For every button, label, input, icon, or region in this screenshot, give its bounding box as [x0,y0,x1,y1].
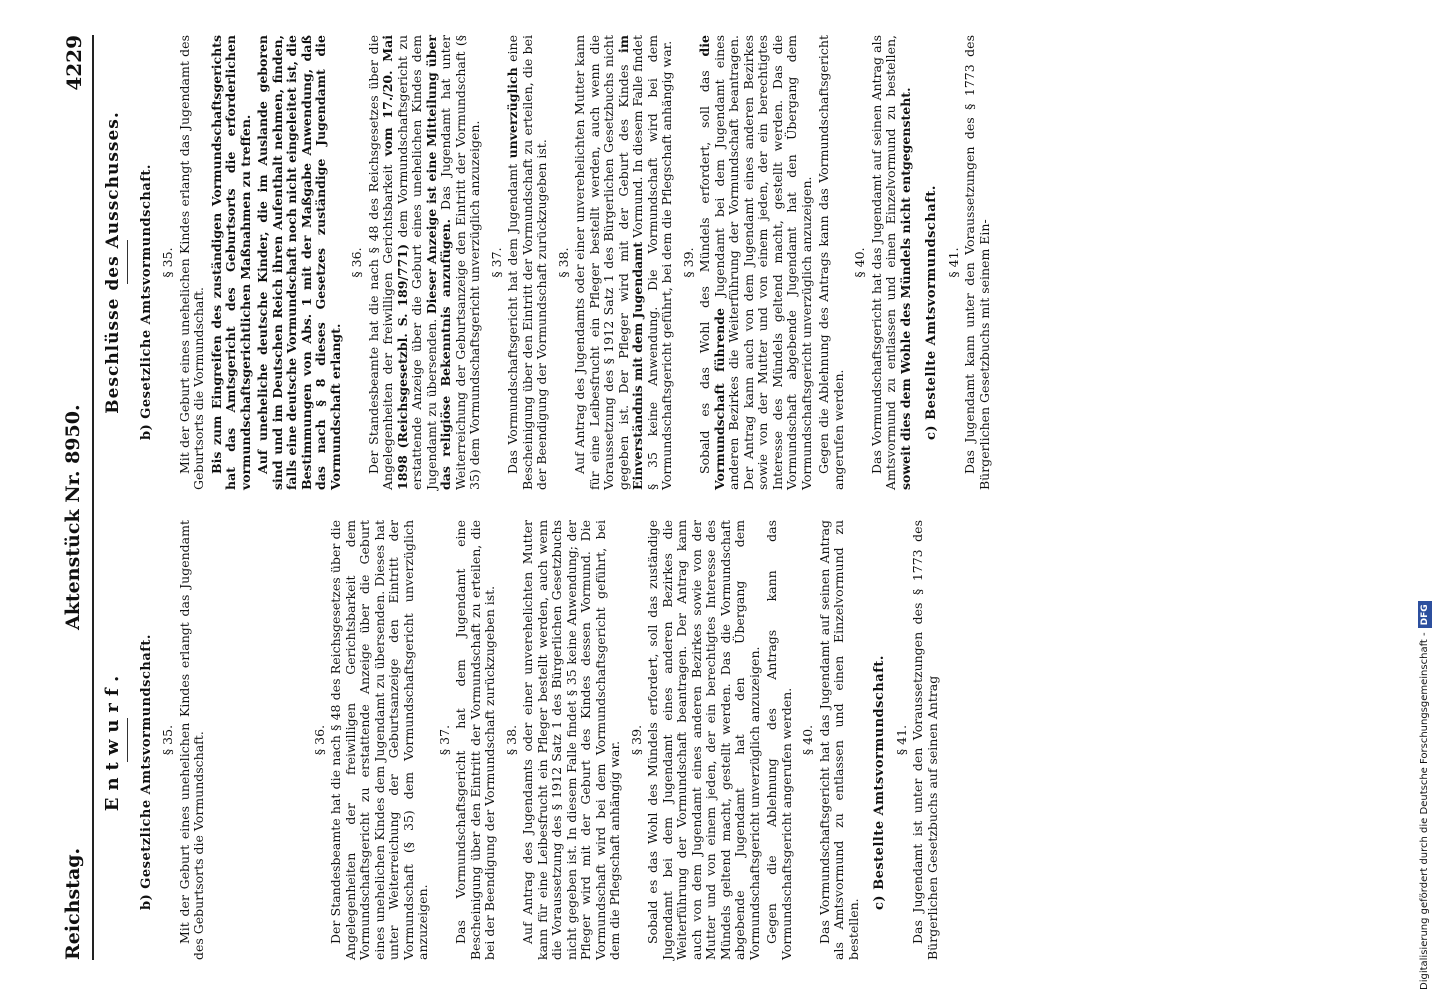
column-beschluesse [100,35,995,490]
header-document-number: Aktenstück Nr. 8950. [62,404,84,630]
paragraph-text: Das Jugendamt kann unter den Voraussetzungen des § 1773 des Bürgerlichen Gesetzbuchs mit seinem Ein- [962,35,992,490]
digitization-note [1418,10,1432,990]
digitization-credit: Digitalisierung gefördert durch die Deutsche Forschungsgemeinschaft - [1419,632,1430,990]
text-run: Das Vormundschaftsgericht hat dem Jugendamt [505,158,520,474]
text-run: Der Standesbeamte hat die nach § 48 des Reichsgesetzes über die Angelegenheiten der freiwilligen Gerichtsbarkeit [365,35,395,490]
paragraph-number: § 39. [628,724,644,756]
paragraph-text [870,35,914,490]
paragraph-text [506,35,550,490]
paragraph-text: Das Vormundschaftsgericht hat dem Jugendamt eine Bescheinigung über den Eintritt der Vormundschaft zu erteilen, die bei der Beendigung der Vormundschaft zurückzugeben ist. [453,520,497,960]
paragraph-text: Gegen die Ablehnung des Antrags kann das Vormundschaftsgericht angerufen werden. [764,520,794,960]
title-rule [127,718,128,762]
paragraph-number: § 38. [555,247,571,278]
paragraph-text: Der Standesbeamte hat die nach § 48 des Reichsgesetzes über die Angelegenheiten der freiwilligen Gerichtsbarkeit dem Vormundschaftsgericht zu erstattende Anzeige über die Geburt eines unehelichen Kindes dem Jugendamt zu übersenden. Dieses hat unter Weiterreichung der Geburtsanzeige den Eintritt der Vormundschaft (§ 35) dem Vormundschaftsgericht unverzüglich anzuzeigen. [328,520,430,960]
column-entwurf [100,520,943,960]
text-run: Vormund. In diesem Falle findet § 35 keine Anwendung. Die Vormundschaft wird bei dem Vormundschaftsgericht geführt, bei dem die Pflegschaft anhängig war. [630,35,674,490]
paragraph-text: Gegen die Ablehnung des Antrags kann das Vormundschaftsgericht angerufen werden. [816,35,846,490]
paragraph-number: § 36. [311,724,327,756]
paragraph-number: § 37. [436,724,452,756]
spacer [210,520,306,960]
text-run-bold: soweit dies dem Wohle des Mündels nicht entgegensteht. [897,87,913,490]
section-heading: c) Bestellte Amtsvormundschaft. [924,185,939,440]
paragraph-number: § 40. [800,724,815,756]
page-header [60,35,90,960]
digitization-note-text [1418,10,1432,990]
paragraph-text [367,35,483,490]
text-run-bold: die Vormundschaft führende [697,35,727,490]
text-run-bold: vom 17./20. Mai 1898 (Reichsgesetzbl. S. 189/771) [380,35,410,490]
text-run-bold: im Einverständnis mit dem Jugendamt [615,35,645,490]
page-number: 4229 [62,35,86,91]
paragraph-number: § 39. [680,247,696,278]
text-run-bold: Dieser Anzeige ist eine Mitteilung über das religiöse Bekenntnis anzufügen. [423,34,453,490]
paragraph-text: Sobald es das Wohl des Mündels erfordert, soll das zuständige Jugendamt bei dem Jugendamt eines anderen Bezirkes die Weiterführung der Vormundschaft beantragen. Der Antrag kann auch von dem Jugendamt eines anderen Bezirkes sowie von der Mutter und von einem jeden, der ein berechtigtes Interesse des Mündels geltend macht, gestellt werden. Das die Vormundschaft abgebende Jugendamt hat den Übergang dem Vormundschaftsgericht unverzüglich anzuzeigen. [645,520,762,960]
column-title: Beschlüsse des Ausschusses. [103,111,123,414]
column-title: Entwurf. [102,668,123,812]
paragraph-text: Mit der Geburt eines unehelichen Kindes erlangt das Jugendamt des Geburtsorts die Vormundschaft. [176,35,206,490]
dfg-logo: DFG [1418,601,1432,628]
paragraph-number: § 35. [160,247,175,278]
text-run-bold: unverzüglich [505,67,520,159]
paragraph-number: § 35. [160,724,175,756]
paragraph-number: § 41. [893,724,909,756]
paragraph-number: § 41. [945,247,961,278]
paragraph-text: Mit der Geburt eines unehelichen Kindes erlangt das Jugendamt des Geburtsorts die Vormundschaft. [176,520,206,960]
paragraph-number: § 36. [349,247,364,278]
paragraph-text-bold: Bis zum Eingreifen des zuständigen Vormundschaftsgerichts hat das Amtsgericht des Geburtsorts die erforderlichen vormundschaftsgerichtlichen Maßnahmen zu treffen. [208,35,253,490]
header-rule [92,35,94,960]
paragraph-text [698,35,814,490]
paragraph-text: Das Jugendamt ist unter den Voraussetzungen des § 1773 des Bürgerlichen Gesetzbuchs auf seinen Antrag [910,520,940,960]
paragraph-number: § 40. [852,247,867,278]
text-run: Das Jugendamt hat unter Weiterreichung der Geburtsanzeige den Eintritt der Vormundschaft (§ 35) dem Vormundschaftsgericht unverzüglich anzuzeigen. [438,35,482,490]
header-left: Reichstag. [62,847,84,960]
section-heading: c) Bestellte Amtsvormundschaft. [872,655,887,910]
paragraph-text: Auf Antrag des Jugendamts oder einer unverehelichten Mutter kann für eine Leibesfrucht ein Pfleger bestellt werden, auch wenn die Voraussetzung des § 1912 Satz 1 des Bürgerlichen Gesetzbuchs nicht gegeben ist. In diesem Falle findet § 35 keine Anwendung; der Pfleger wird mit der Geburt des Kindes dessen Vormund. Die Vormundschaft wird bei dem Vormundschaftsgericht geführt, bei dem die Pflegschaft anhängig war. [520,520,622,960]
text-run: dem Vormundschaftsgericht zu erstattende Anzeige über die Geburt eines unehelichen Kindes dem Jugendamt zu übersenden. [394,35,439,490]
text-run: eine Bescheinigung über den Eintritt der Vormundschaft zu erteilen, die bei der Beendigung der Vormundschaft zurückzugeben ist. [505,35,549,490]
section-heading: b) Gesetzliche Amtsvormundschaft. [138,634,154,910]
paragraph-number: § 37. [488,247,504,278]
paragraph-number: § 38. [503,724,519,756]
title-rule [127,241,128,285]
paragraph-text-bold: Auf uneheliche deutsche Kinder, die im Auslande geboren sind und im Deutschen Reich ihren Aufenthalt nehmen, finden, falls eine deutsche Vormundschaft noch nicht eingeleitet ist, die Bestimmungen von Abs. 1 mit der Maßgabe Anwendung, daß das nach § 8 dieses Gesetzes zuständige Jugendamt die Vormundschaft erlangt. [255,35,343,490]
section-heading: b) Gesetzliche Amtsvormundschaft. [138,164,154,440]
text-run: Jugendamt bei dem Jugendamt eines anderen Bezirkes die Weiterführung der Vormundschaft beantragen. Der Antrag kann auch von dem Jugendamt eines anderen Bezirkes sowie von der Mutter und von einem jeden, der ein berechtigtes Interesse des Mündels geltend macht, gestellt werden. Das die Vormundschaft abgebende Jugendamt hat den Übergang dem Vormundschaftsgericht unverzüglich anzuzeigen. [711,35,814,490]
paragraph-text: Das Vormundschaftsgericht hat das Jugendamt auf seinen Antrag als Amtsvormund zu entlassen und einen Einzelvormund zu bestellen. [816,520,861,960]
text-run: Das Vormundschaftsgericht hat das Jugendamt auf seinen Antrag als Amtsvormund zu entlassen und einen Einzelvormund zu bestellen, [868,35,898,490]
text-run: Auf Antrag des Jugendamts oder einer unverehelichten Mutter kann für eine Leibesfrucht ein Pfleger bestellt werden, auch wenn die Voraussetzung des § 1912 Satz 1 des Bürgerlichen Gesetzbuchs nicht gegeben ist. Der Pfleger wird mit der Geburt des Kindes [572,35,631,490]
paragraph-text [573,35,675,490]
text-run: Sobald es das Wohl des Mündels erfordert, soll das [697,56,712,474]
